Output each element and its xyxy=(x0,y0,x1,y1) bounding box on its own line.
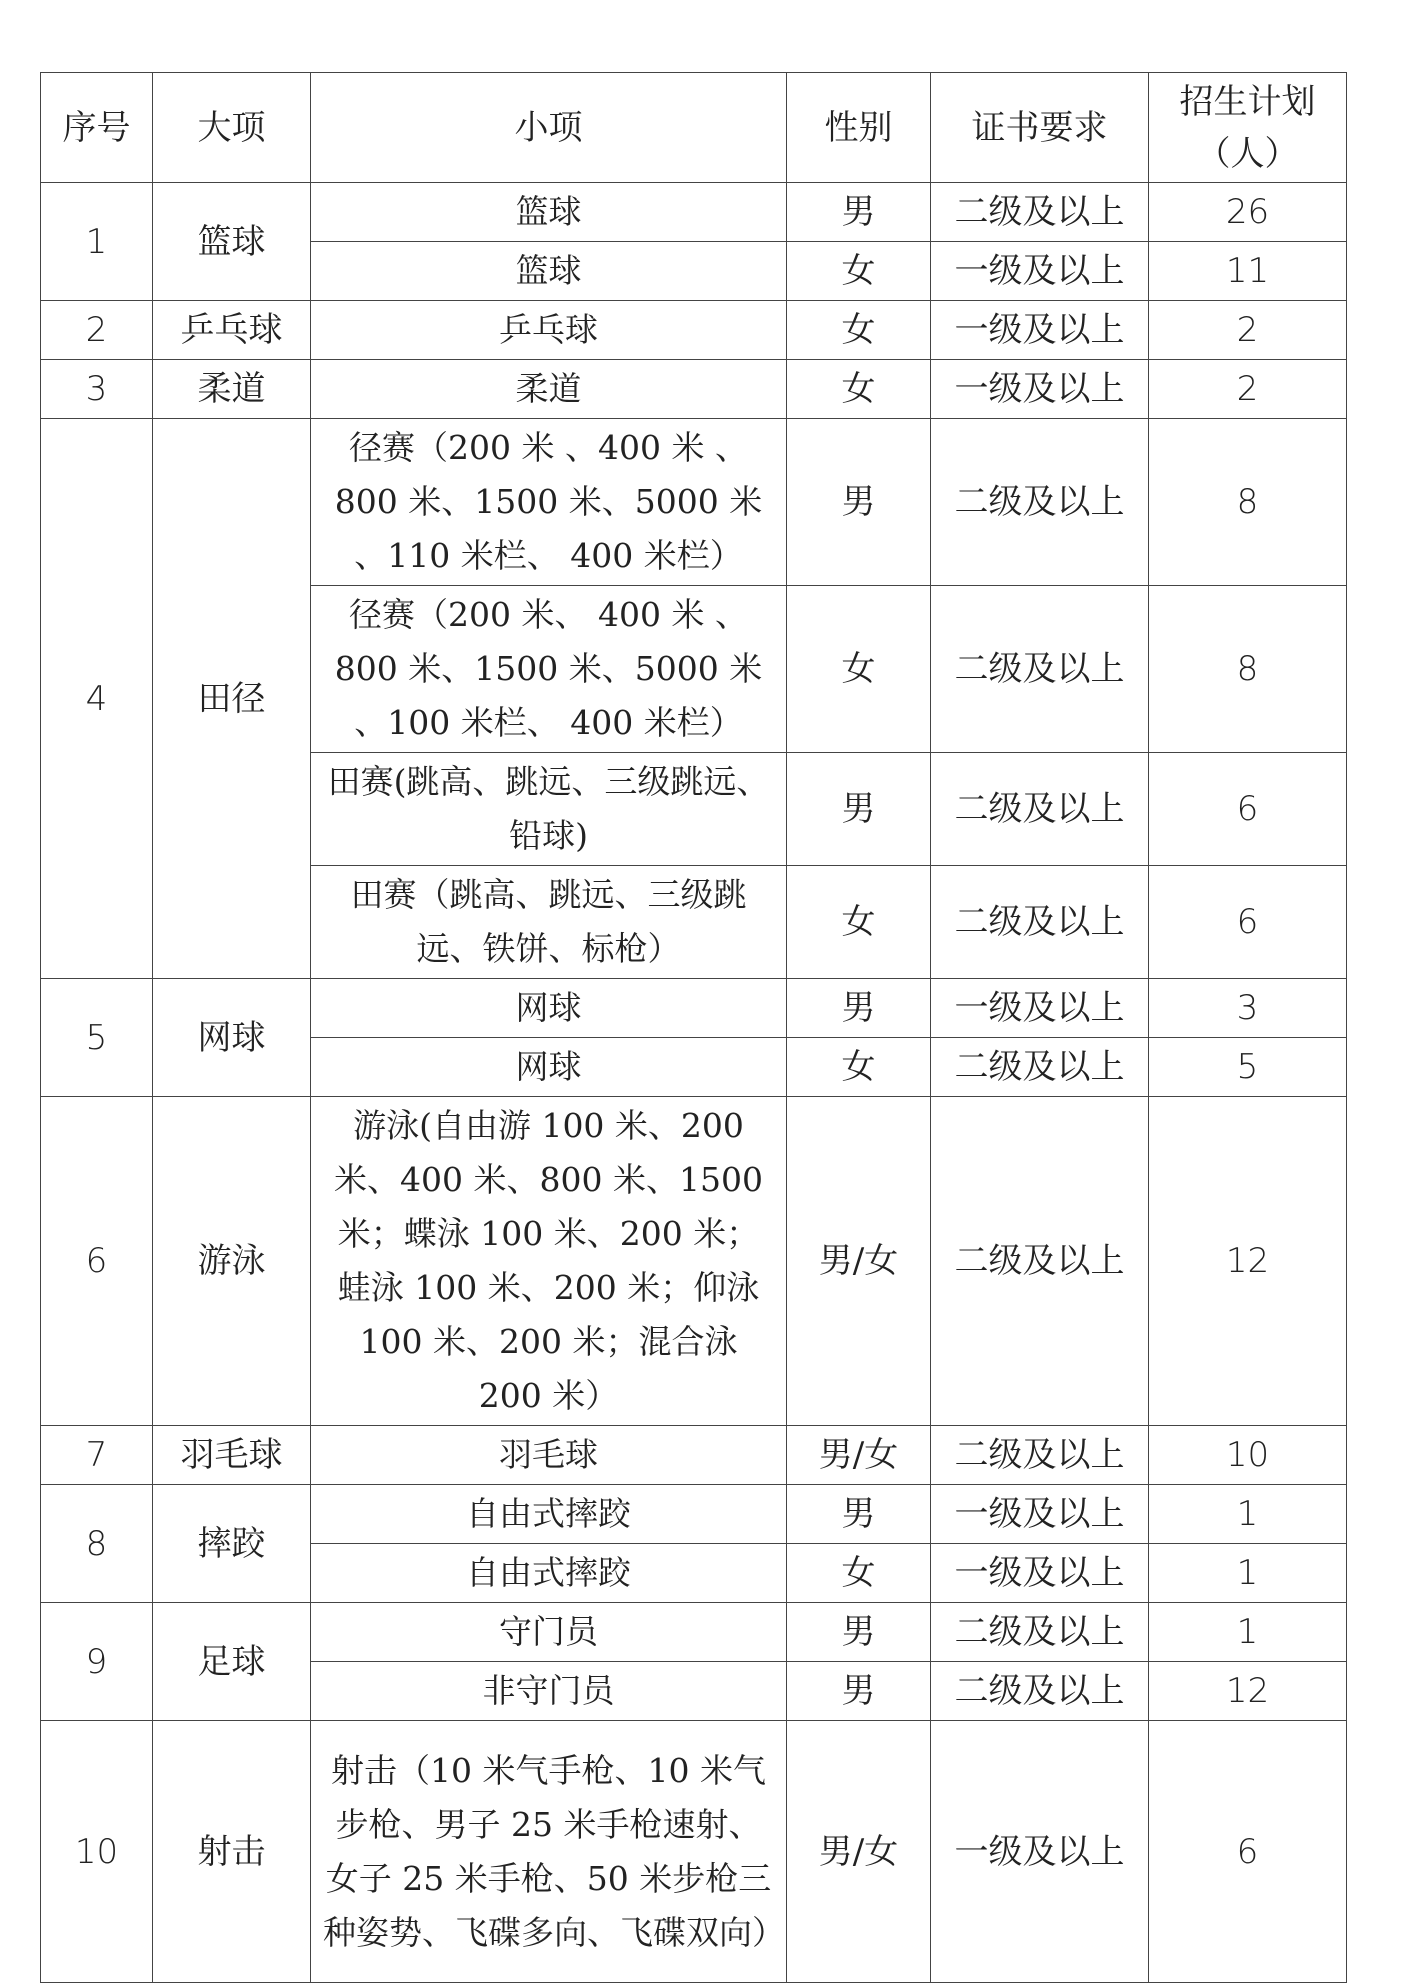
enrollment-plan-table xyxy=(40,72,1347,1983)
document-page xyxy=(40,72,1347,1983)
cell-major: 篮球 xyxy=(153,183,311,301)
cell-minor: 羽毛球 xyxy=(311,1426,787,1485)
cell-major: 摔跤 xyxy=(153,1485,311,1603)
table-row xyxy=(41,1721,1347,1983)
cell-minor: 乒乓球 xyxy=(311,301,787,360)
cell-gender: 男 xyxy=(787,419,931,586)
cell-cert: 一级及以上 xyxy=(931,1721,1149,1983)
header-cert: 证书要求 xyxy=(931,73,1149,183)
cell-seq: 6 xyxy=(41,1097,153,1426)
cell-seq: 1 xyxy=(41,183,153,301)
cell-minor: 柔道 xyxy=(311,360,787,419)
cell-plan: 6 xyxy=(1149,1721,1347,1983)
cell-minor: 田赛（跳高、跳远、三级跳远、铁饼、标枪） xyxy=(311,866,787,979)
cell-cert: 二级及以上 xyxy=(931,1426,1149,1485)
cell-minor: 田赛(跳高、跳远、三级跳远、铅球) xyxy=(311,753,787,866)
cell-plan: 12 xyxy=(1149,1662,1347,1721)
header-minor: 小项 xyxy=(311,73,787,183)
cell-gender: 男 xyxy=(787,1485,931,1544)
cell-plan: 1 xyxy=(1149,1485,1347,1544)
cell-gender: 女 xyxy=(787,1038,931,1097)
cell-plan: 1 xyxy=(1149,1544,1347,1603)
cell-minor: 守门员 xyxy=(311,1603,787,1662)
cell-cert: 二级及以上 xyxy=(931,586,1149,753)
header-gender: 性别 xyxy=(787,73,931,183)
cell-plan: 8 xyxy=(1149,419,1347,586)
cell-major: 田径 xyxy=(153,419,311,979)
cell-gender: 女 xyxy=(787,866,931,979)
cell-gender: 男 xyxy=(787,1603,931,1662)
cell-plan: 11 xyxy=(1149,242,1347,301)
cell-minor: 径赛（200 米、 400 米 、800 米、1500 米、5000 米 、100 米栏、 400 米栏） xyxy=(311,586,787,753)
cell-seq: 9 xyxy=(41,1603,153,1721)
cell-minor: 网球 xyxy=(311,979,787,1038)
cell-cert: 一级及以上 xyxy=(931,360,1149,419)
cell-cert: 一级及以上 xyxy=(931,1544,1149,1603)
table-row xyxy=(41,1485,1347,1544)
table-row xyxy=(41,1426,1347,1485)
cell-minor: 篮球 xyxy=(311,242,787,301)
cell-plan: 5 xyxy=(1149,1038,1347,1097)
cell-minor: 非守门员 xyxy=(311,1662,787,1721)
table-row xyxy=(41,419,1347,586)
cell-plan: 26 xyxy=(1149,183,1347,242)
cell-major: 柔道 xyxy=(153,360,311,419)
cell-major: 足球 xyxy=(153,1603,311,1721)
cell-plan: 3 xyxy=(1149,979,1347,1038)
header-seq: 序号 xyxy=(41,73,153,183)
cell-seq: 4 xyxy=(41,419,153,979)
cell-gender: 男/女 xyxy=(787,1426,931,1485)
cell-cert: 二级及以上 xyxy=(931,183,1149,242)
cell-cert: 二级及以上 xyxy=(931,866,1149,979)
cell-gender: 男 xyxy=(787,979,931,1038)
cell-major: 乒乓球 xyxy=(153,301,311,360)
cell-major: 射击 xyxy=(153,1721,311,1983)
cell-seq: 8 xyxy=(41,1485,153,1603)
header-row xyxy=(41,73,1347,183)
table-row xyxy=(41,183,1347,242)
cell-gender: 女 xyxy=(787,586,931,753)
table-row xyxy=(41,360,1347,419)
cell-plan: 1 xyxy=(1149,1603,1347,1662)
cell-cert: 二级及以上 xyxy=(931,1662,1149,1721)
cell-cert: 二级及以上 xyxy=(931,1097,1149,1426)
header-major: 大项 xyxy=(153,73,311,183)
cell-gender: 男 xyxy=(787,183,931,242)
cell-plan: 2 xyxy=(1149,360,1347,419)
cell-major: 羽毛球 xyxy=(153,1426,311,1485)
cell-cert: 一级及以上 xyxy=(931,242,1149,301)
cell-gender: 男 xyxy=(787,753,931,866)
cell-cert: 一级及以上 xyxy=(931,1485,1149,1544)
cell-cert: 二级及以上 xyxy=(931,419,1149,586)
cell-minor: 自由式摔跤 xyxy=(311,1544,787,1603)
cell-seq: 10 xyxy=(41,1721,153,1983)
cell-cert: 二级及以上 xyxy=(931,1603,1149,1662)
cell-seq: 2 xyxy=(41,301,153,360)
cell-seq: 5 xyxy=(41,979,153,1097)
cell-cert: 二级及以上 xyxy=(931,753,1149,866)
cell-minor: 篮球 xyxy=(311,183,787,242)
cell-minor: 径赛（200 米 、400 米 、800 米、1500 米、5000 米 、110 米栏、 400 米栏） xyxy=(311,419,787,586)
table-row xyxy=(41,1097,1347,1426)
cell-gender: 女 xyxy=(787,1544,931,1603)
cell-seq: 7 xyxy=(41,1426,153,1485)
cell-gender: 男/女 xyxy=(787,1721,931,1983)
cell-major: 游泳 xyxy=(153,1097,311,1426)
cell-gender: 男 xyxy=(787,1662,931,1721)
cell-plan: 10 xyxy=(1149,1426,1347,1485)
cell-gender: 女 xyxy=(787,242,931,301)
cell-gender: 男/女 xyxy=(787,1097,931,1426)
cell-major: 网球 xyxy=(153,979,311,1097)
cell-cert: 一级及以上 xyxy=(931,301,1149,360)
cell-plan: 6 xyxy=(1149,753,1347,866)
cell-gender: 女 xyxy=(787,301,931,360)
cell-minor: 射击（10 米气手枪、10 米气步枪、男子 25 米手枪速射、女子 25 米手枪、50 米步枪三种姿势、飞碟多向、飞碟双向） xyxy=(311,1721,787,1983)
cell-plan: 8 xyxy=(1149,586,1347,753)
cell-seq: 3 xyxy=(41,360,153,419)
cell-cert: 一级及以上 xyxy=(931,979,1149,1038)
cell-plan: 2 xyxy=(1149,301,1347,360)
header-plan: 招生计划（人） xyxy=(1149,73,1347,183)
cell-cert: 二级及以上 xyxy=(931,1038,1149,1097)
cell-minor: 自由式摔跤 xyxy=(311,1485,787,1544)
table-row xyxy=(41,979,1347,1038)
cell-plan: 12 xyxy=(1149,1097,1347,1426)
cell-minor: 游泳(自由游 100 米、200 米、400 米、800 米、1500 米；蝶泳 100 米、200 米；蛙泳 100 米、200 米；仰泳 100 米、200 米；混合泳 200 米） xyxy=(311,1097,787,1426)
cell-gender: 女 xyxy=(787,360,931,419)
table-row xyxy=(41,301,1347,360)
table-row xyxy=(41,1603,1347,1662)
cell-minor: 网球 xyxy=(311,1038,787,1097)
cell-plan: 6 xyxy=(1149,866,1347,979)
